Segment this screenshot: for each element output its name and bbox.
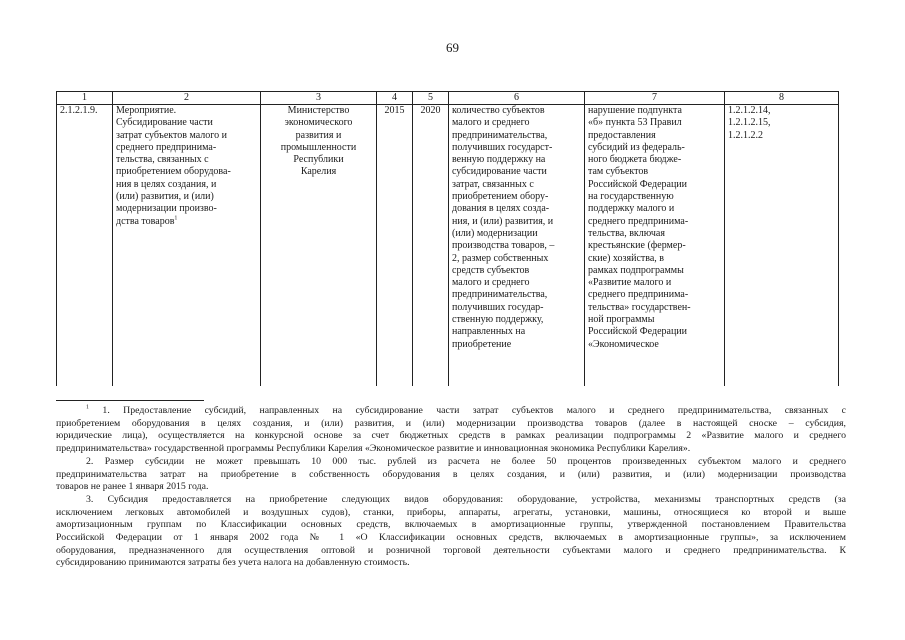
footnote-3-line: амортизационным группам по Классификации основных средств, включаемых в амортизационные группы, утвержденной постановлением Правительства bbox=[56, 519, 846, 531]
footnote-3-line: оборудования, предназначенного для осуществления оптовой и розничной торговой деятельности субъектами малого и среднего предпринимательства. К bbox=[56, 544, 846, 556]
cell-measure-name: Мероприятие. Субсидирование части затрат субъектов малого и среднего предпринима- тельства, связанных с приобретением оборудова- ния в целях создания, и (или) развития, и (или) модернизации произво- дства товаров$^1$ bbox=[113, 105, 261, 387]
footnote-3-line: исключением легковых автомобилей и воздушных судов), станки, приборы, аппараты, агрегаты, установки, машины, относящиеся ко второй и выше bbox=[56, 506, 846, 518]
cell-consequences: нарушение подпункта «б» пункта 53 Правил предоставления субсидий из федераль- ного бюджета бюдже- там субъектов Российской Федерации на государственную поддержку малого и среднего предпринима- тельства, включая крестьянские (фермер- ские) хозяйства, в рамках подпрограммы «Развитие малого и среднего предпринима- тельства» государствен- ной программы Российской Федерации «Экономическое bbox=[585, 105, 725, 387]
footnote-2-line: товаров не ранее 1 января 2015 года. bbox=[56, 481, 209, 493]
cell-start-year: 2015 bbox=[377, 105, 413, 387]
header-col-6: 6 bbox=[449, 92, 585, 105]
cell-responsible-body: Министерство экономического развития и промышленности Республики Карелия bbox=[261, 105, 377, 387]
header-col-7: 7 bbox=[585, 92, 725, 105]
footnote-separator bbox=[56, 400, 204, 401]
footnote-1-line: приобретением оборудования в целях создания, и (или) развития, и (или) модернизации производства товаров (далее в настоящей сноске – субсидия, bbox=[56, 417, 846, 429]
table-header-row bbox=[57, 92, 839, 105]
cell-end-year: 2020 bbox=[413, 105, 449, 387]
header-col-1: 1 bbox=[57, 92, 113, 105]
measures-table bbox=[56, 91, 839, 386]
table-row bbox=[57, 105, 839, 387]
footnote-2-line: предпринимательства затрат на приобретение в собственность оборудования в целях создания, и (или) развития, и (или) модернизации производства bbox=[56, 468, 846, 480]
footnote-1-line: предпринимательства» государственной программы Республики Карелия «Экономическое развитие и инновационная экономика Республики Карелия». bbox=[56, 443, 691, 455]
cell-measure-number: 2.1.2.1.9. bbox=[57, 105, 113, 387]
footnote-2-line: 2. Размер субсидии не может превышать 10 000 тыс. рублей из расчета не более 50 процентов произведенных субъектом малого и среднего bbox=[86, 455, 846, 467]
header-col-4: 4 bbox=[377, 92, 413, 105]
page-number: 69 bbox=[446, 40, 459, 55]
footnote-1-line: юридические лица), осуществляется на конкурсной основе за счет бюджетных средств в рамках реализации подпрограммы 2 «Развитие малого и среднего bbox=[56, 430, 846, 442]
header-col-3: 3 bbox=[261, 92, 377, 105]
footnote-3-line: Российской Федерации от 1 января 2002 года № 1 «О Классификации основных средств, включаемых в амортизационные группы», за исключением bbox=[56, 532, 846, 544]
cell-expected-result: количество субъектов малого и среднего предпринимательства, получивших государст- венную поддержку на субсидирование части затрат, связанных с приобретением обору- дования в целях созда- ния, и (или) развития, и (или) модернизации производства товаров, – 2, размер собственных средств субъектов малого и среднего предпринимательства, получивших госудaр- ственную поддержку, направленных на приобретение bbox=[449, 105, 585, 387]
cell-indicator-links: 1.2.1.2.14, 1.2.1.2.15, 1.2.1.2.2 bbox=[725, 105, 839, 387]
footnote-mark: 1 bbox=[174, 215, 178, 222]
footnote-3-line: 3. Субсидия предоставляется на приобретение следующих видов оборудования: оборудование, устройства, механизмы транспортных средств (за bbox=[86, 493, 846, 505]
header-col-5: 5 bbox=[413, 92, 449, 105]
footnote-1-line: $^1$ 1. Предоставление субсидий, направленных на субсидирование части затрат субъектов малого и среднего предпринимательства, связанных с bbox=[86, 404, 847, 416]
header-col-8: 8 bbox=[725, 92, 839, 105]
header-col-2: 2 bbox=[113, 92, 261, 105]
footnotes bbox=[56, 405, 846, 570]
footnote-1-mark: 1 bbox=[86, 404, 89, 411]
footnote-3-line: субсидированию принимаются затраты без учета налога на добавленную стоимость. bbox=[56, 557, 410, 569]
